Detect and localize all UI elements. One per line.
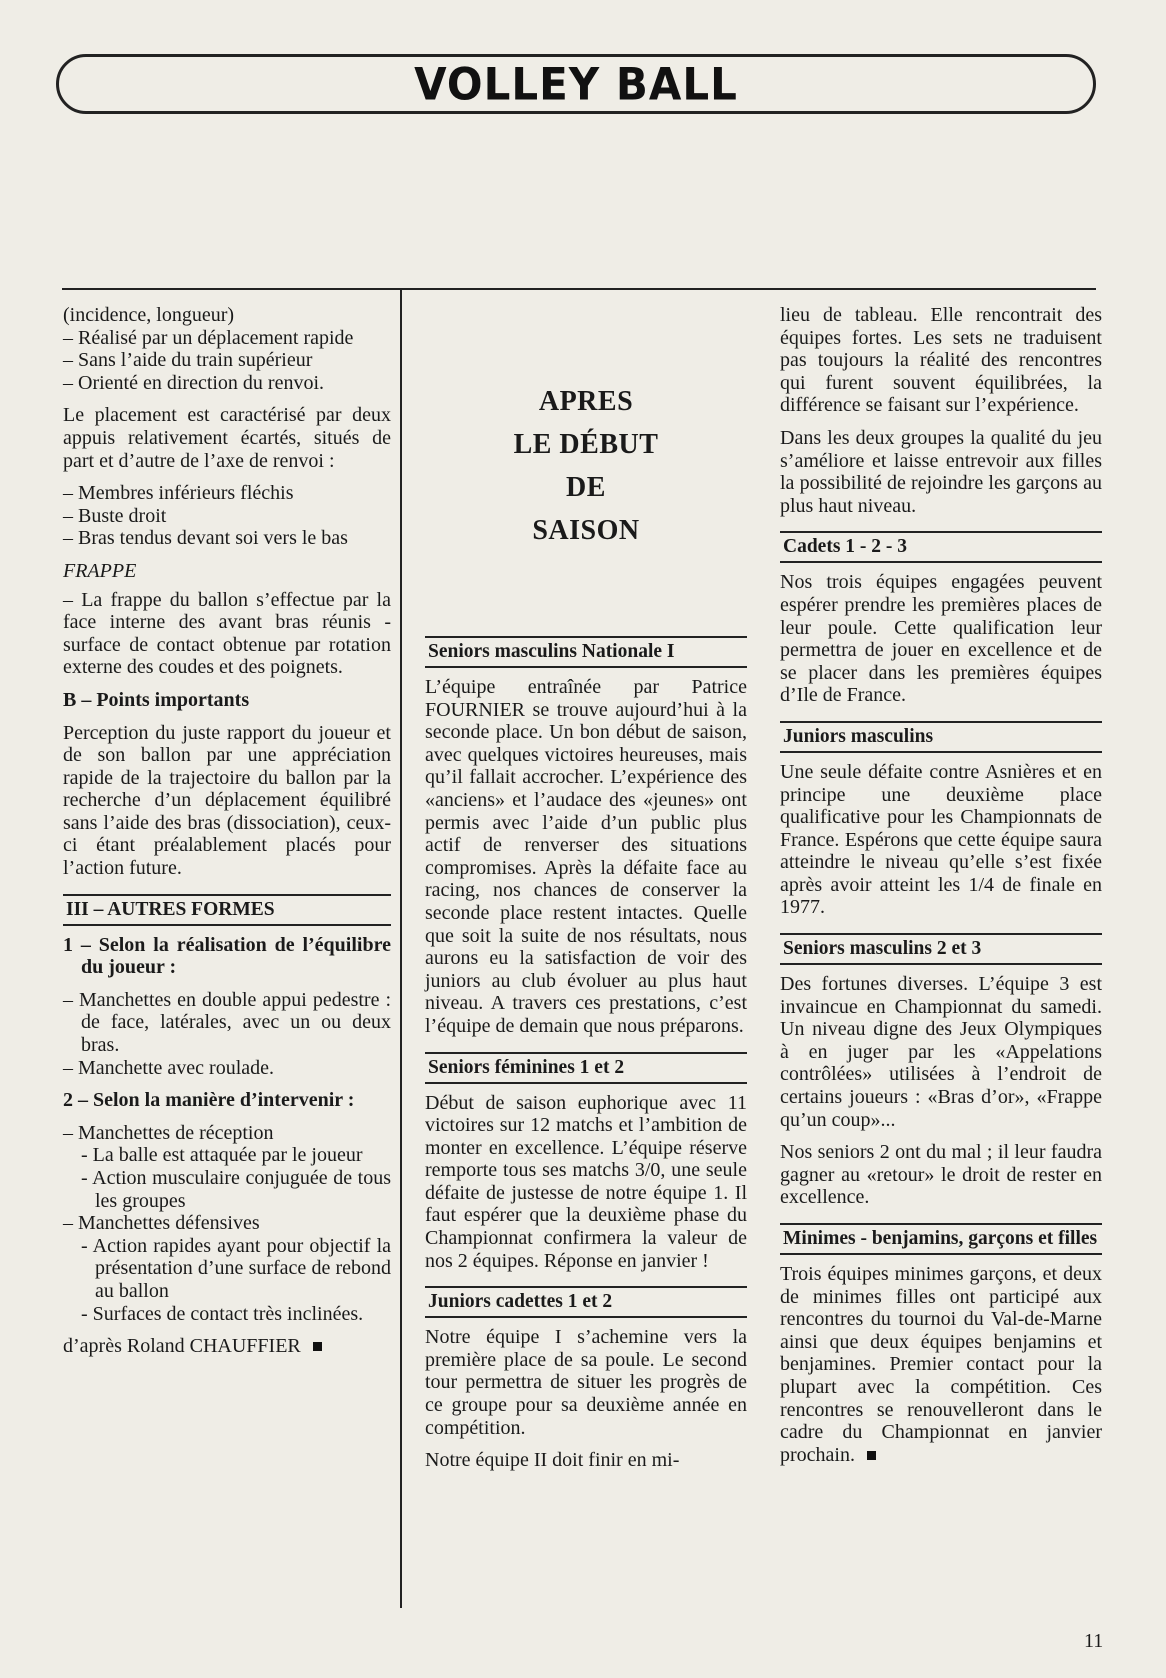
bullet-buste: – Buste droit [63,504,167,527]
column-divider [400,288,402,1608]
perception-paragraph: Perception du juste rapport du joueur et de son ballon par une appréciation rapide de la trajectoire du ballon par la recherche d’un déplacement équilibré sans l’aide des bras (dissociation), ceux-ci étant préalablement placés pour l’action future. [63,721,391,880]
reception-item-2: - Action musculaire conjuguée de tous les groupes [81,1167,391,1212]
banner [56,54,1096,114]
juniors-masculins-text: Une seule défaite contre Asnières et en principe une deuxième place qualificative pour les Championnats de France. Espérons que cette équipe saura atteindre le niveau qu’elle s’est fixée après avoir atteint les 1/4 de finale en 1977. [780,760,1102,919]
bullet-membres: – Membres inférieurs fléchis [63,482,294,505]
points-importants-heading: B – Points importants [63,688,250,711]
placement-paragraph: Le placement est caractérisé par deux appuis relativement écartés, situés de part et d’autre de l’axe de renvoi : [63,404,391,472]
juniors-cadettes-text: Notre équipe I s’achemine vers la première place de sa poule. Le second tour permettra de situer les progrès de ce groupe pour sa deuxième année en compétition. [425,1326,747,1439]
autres-formes-heading: III – AUTRES FORMES [63,894,391,926]
groups-paragraph: Dans les deux groupes la qualité du jeu s’améliore et laisse entrevoir aux filles la possibilité de rejoindre les garçons au plus haut niveau. [780,426,1102,517]
middle-column [425,304,747,1482]
defensive-item-1: - Action rapides ayant pour objectif la présentation d’une surface de rebond au ballon [81,1234,391,1302]
cadets-text: Nos trois équipes engagées peuvent espérer prendre les premières places de leur poule. Cette qualification leur permettra de jouer en excellence et de se placer dans les premières équipes d’Ile de France. [780,571,1102,707]
minimes-body: Trois équipes minimes garçons, et deux de minimes filles ont participé aux rencontres du tournoi du Val-de-Marne ainsi que deux équipes benjamins et benjamines. Premier contact pour la plupart avec la compétition. Ces rencontres se renouvelleront dans le cadre du Championnat en janvier prochain. [780,1263,1102,1466]
reception-item-1: - La balle est attaquée par le joueur [81,1144,363,1167]
selon-maniere-heading: 2 – Selon la manière d’intervenir : [63,1089,355,1112]
frappe-heading: FRAPPE [63,559,137,582]
bullet-bras: – Bras tendus devant soi vers le bas [63,527,348,550]
seniors-nationale-text: L’équipe entraînée par Patrice FOURNIER se trouve aujourd’hui à la seconde place. Un bon début de saison, avec quelques victoires heureuses, mais qu’il fallait accrocher. L’expérience des «anciens» et l’audace des «jeunes» ont permis avec l’aide d’un public plus actif de renverser des situations compromises. Après la défaite face au racing, nos chances de conserver la seconde place restent intactes. Quelle que soit la suite de nos résultats, nous aurons eu la satisfaction de voir des juniors au club évoluer au plus haut niveau. A travers ces prestations, c’est l’équipe de demain que nous préparons. [425,676,747,1037]
seniors-feminines-text: Début de saison euphorique avec 11 victoires sur 12 matchs et l’ambition de monter en excellence. L’équipe réserve remporte tous ses matchs 3/0, une seule défaite de justesse de notre équipe 1. Il faut espérer que la deuxième phase du Championnat confirmera la valeur de nos 2 équipes. Réponse en janvier ! [425,1091,747,1272]
end-mark-icon [867,1451,876,1460]
section-cadets: Cadets 1 - 2 - 3 [780,531,1102,563]
headline-line-4: SAISON [532,515,640,546]
left-line-3: – Sans l’aide du train supérieur [63,349,313,372]
seniors-2-3-text: Des fortunes diverses. L’équipe 3 est invaincue en Championnat du samedi. Un niveau digne des Jeux Olympiques à en juger par les «Appelations contrôlées» utilisées à l’endroit de certains joueurs : «Bras d’or», «Frappe qu’un coup»... [780,973,1102,1131]
right-column [780,304,1102,1476]
page-number: 11 [1084,1630,1104,1652]
article-headline [425,380,747,552]
selon-realisation-heading: 1 – Selon la réalisation de l’équilibre du joueur : [63,933,391,979]
manchette-roulade: – Manchette avec roulade. [63,1056,275,1079]
left-line-4: – Orienté en direction du renvoi. [63,371,325,394]
section-seniors-nationale: Seniors masculins Nationale I [425,636,747,668]
left-column [63,304,391,1368]
manchettes-defensives: – Manchettes défensives [63,1212,260,1235]
section-juniors-cadettes: Juniors cadettes 1 et 2 [425,1286,747,1318]
headline-line-2: LE DÉBUT [513,429,659,460]
author-name: d’après Roland CHAUFFIER [63,1335,301,1358]
defensive-item-2: - Surfaces de contact très inclinées. [81,1302,364,1325]
section-seniors-feminines: Seniors féminines 1 et 2 [425,1052,747,1084]
headline-line-1: APRES [538,386,634,417]
headline-line-3: DE [566,472,606,503]
left-line-1: (incidence, longueur) [63,304,235,326]
frappe-paragraph: – La frappe du ballon s’effectue par la face interne des avant bras réunis - surface de contact obtenue par rotation externe des coudes et des poignets. [63,588,391,679]
top-rule [62,288,1096,290]
seniors-2-text: Nos seniors 2 ont du mal ; il leur faudra gagner au «retour» le droit de rester en excellence. [780,1141,1102,1209]
manchettes-reception: – Manchettes de réception [63,1121,274,1144]
left-line-2: – Réalisé par un déplacement rapide [63,326,354,349]
section-juniors-masculins: Juniors masculins [780,721,1102,753]
banner-title: VOLLEY BALL [414,58,738,110]
continued-paragraph: lieu de tableau. Elle rencontrait des équipes fortes. Les sets ne traduisent pas toujours la réalité des rencontres qui furent souvent équilibrées, la différence se faisant sur l’expérience. [780,304,1102,417]
end-mark-icon [313,1342,322,1351]
minimes-text [780,1263,1102,1466]
manchettes-double-appui: – Manchettes en double appui pedestre : de face, latérales, avec un ou deux bras. [63,988,391,1057]
juniors-cadettes-text-2: Notre équipe II doit finir en mi- [425,1449,680,1472]
section-minimes: Minimes - benjamins, garçons et filles [780,1223,1102,1255]
author-signature [63,1335,391,1358]
section-seniors-2-3: Seniors masculins 2 et 3 [780,933,1102,965]
